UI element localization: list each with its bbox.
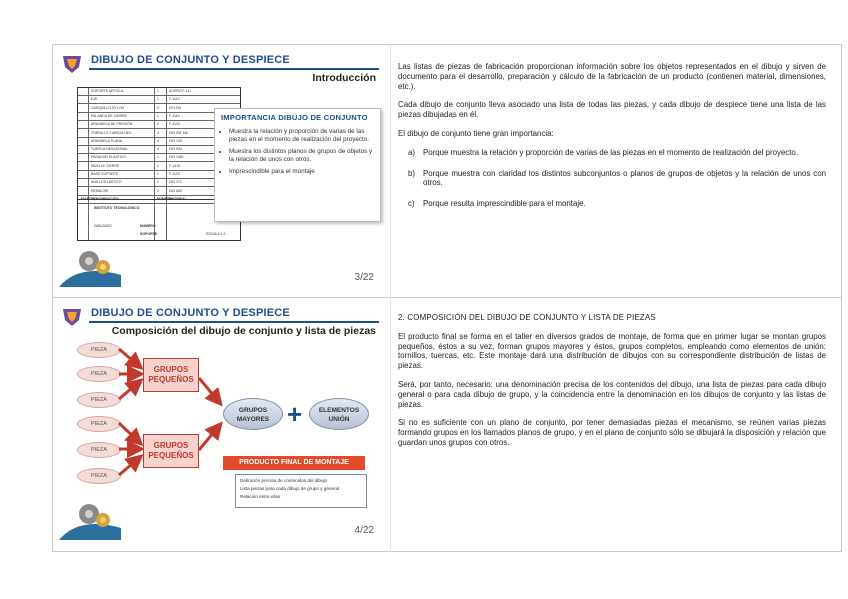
table-cell: MATERIAL bbox=[169, 196, 187, 201]
table-cell: DIN 660 bbox=[169, 188, 182, 193]
table-cell: CASQUILLO NYLON bbox=[91, 105, 125, 110]
pieza-node: PIEZA bbox=[77, 416, 121, 432]
table-cell: PASADOR ELÁSTICO bbox=[91, 155, 127, 160]
paragraph: Las listas de piezas de fabricación proporcionan información sobre los objetos representados en el dibujo y sirven de documento para el desarrollo, preparación y cálculo de la fabricación de un producto (contienen material, dimensiones, etc.). bbox=[398, 62, 826, 91]
table-cell: ARANDELA PLANA bbox=[91, 138, 123, 143]
table-cell: TORNILLO CABEZA HEX. bbox=[91, 130, 133, 135]
table-cell: MUELLE CIERRE bbox=[91, 163, 120, 168]
pieza-node: PIEZA bbox=[77, 468, 121, 484]
table-cell: BASE SOPORTE bbox=[91, 172, 119, 176]
table-cell: F-1120 bbox=[169, 172, 180, 176]
shield-logo-icon bbox=[61, 53, 83, 75]
table-cell: 1 bbox=[157, 163, 159, 168]
table-cell: 4 bbox=[157, 147, 159, 152]
table-cell: 1 bbox=[157, 97, 159, 102]
table-cell: ANILLO ELÁSTICO bbox=[91, 180, 122, 185]
pieza-node: PIEZA bbox=[77, 366, 121, 382]
paragraph: El dibujo de conjunto tiene gran importancia: bbox=[398, 128, 554, 138]
table-cell: DIN 1481 bbox=[169, 155, 184, 160]
title-block-name: SOPORTE bbox=[140, 232, 158, 236]
table-cell: F-1110 bbox=[169, 113, 180, 118]
table-cell: MARCA bbox=[81, 196, 95, 201]
table-cell: 1 bbox=[157, 113, 159, 118]
gears-decoration-icon bbox=[59, 245, 121, 287]
notes-box: Definición precisa de contenidos del dibujo Lista piezas para cada dibujo de grupo y general Relación entre ellos bbox=[235, 474, 367, 508]
slide-subtitle: Introducción bbox=[312, 72, 376, 84]
table-cell: 1 bbox=[157, 155, 159, 160]
list-item: b) Porque muestra con claridad los distintos subconjuntos o planos de grupos de objetos y la relación de unos con otros. bbox=[408, 168, 826, 188]
gears-decoration-icon bbox=[59, 498, 121, 540]
table-cell: 2 bbox=[157, 105, 159, 110]
table-cell: TUERCA HEXAGONAL bbox=[91, 147, 128, 152]
table-row bbox=[78, 96, 240, 104]
table-cell: PALANCA DE CIERRE bbox=[91, 113, 127, 118]
large-groups-oval: GRUPOS MAYORES bbox=[223, 398, 283, 430]
section-heading: 2. COMPOSICIÓN DEL DIBUJO DE CONJUNTO Y LISTA DE PIEZAS bbox=[398, 313, 656, 322]
table-cell: DIN 125 bbox=[169, 138, 182, 143]
paragraph: Si no es suficiente con un plano de conjunto, por tener demasiadas piezas el mecanismo, se reúnen varias piezas formando grupos en los llamados planos de grupo, y en el plano de conjunto sólo se dibujará la disposición y relación que guardan unos grupos con otros. bbox=[398, 418, 826, 447]
table-cell: REMACHE bbox=[91, 188, 109, 193]
callout-bullet: • Muestra la relación y proporción de varias de las piezas en el momento de realización del proyecto. bbox=[229, 128, 376, 144]
slide-subtitle: Composición del dibujo de conjunto y lista de piezas bbox=[111, 325, 376, 337]
callout-bullet: • Imprescindible para el montaje bbox=[229, 168, 376, 176]
title-block-number: NÚMERO bbox=[140, 224, 156, 228]
callout-title: IMPORTANCIA DIBUJO DE CONJUNTO bbox=[221, 113, 368, 122]
table-cell: DENOMINACIÓN bbox=[91, 196, 119, 201]
callout-bullet: • Muestra los distintos planos de grupos de objetos y la relación de unos con otros. bbox=[229, 148, 376, 164]
table-cell: 2 bbox=[157, 188, 159, 193]
table-cell: F-1110 bbox=[169, 97, 180, 102]
table-cell: 1 bbox=[157, 89, 159, 93]
slide-title: DIBUJO DE CONJUNTO Y DESPIECE bbox=[91, 307, 290, 319]
table-cell: 1 bbox=[157, 172, 159, 176]
notes-text-section-1 bbox=[398, 62, 826, 220]
table-cell: 4 bbox=[157, 138, 159, 143]
table-cell: NYLON bbox=[169, 105, 182, 110]
table-cell: SOPORTE ARTICUL. bbox=[91, 89, 125, 93]
importance-callout bbox=[214, 108, 381, 222]
table-cell: DIN 471 bbox=[169, 180, 182, 185]
pieza-node: PIEZA bbox=[77, 392, 121, 408]
paragraph: Cada dibujo de conjunto lleva asociado una lista de todas las piezas, y cada dibujo de despiece tiene una lista de las piezas dibujadas en él. bbox=[398, 100, 826, 120]
table-cell: 2 bbox=[157, 122, 159, 127]
list-item: c) Porque resulta imprescindible para el montaje. bbox=[408, 199, 586, 209]
plus-icon: + bbox=[287, 399, 303, 429]
pieza-node: PIEZA bbox=[77, 442, 121, 458]
slide-4 bbox=[53, 298, 388, 550]
notes-text-section-2 bbox=[398, 313, 826, 457]
table-row bbox=[78, 88, 240, 96]
list-item: a) Porque muestra la relación y proporción de varias de las piezas en el momento de realización del proyecto. bbox=[408, 147, 799, 157]
slide-3 bbox=[53, 45, 388, 297]
title-block-scale: ESCALA 1:2 bbox=[206, 232, 226, 236]
small-groups-box: GRUPOS PEQUEÑOS bbox=[143, 434, 199, 468]
paragraph: Será, por tanto, necesario: una denominación precisa de los contenidos del dibujo, una lista de piezas para cada dibujo general o para cada dibujo de grupo, y la coincidencia entre la denominación en los dibujos de conjunto y las listas de piezas. bbox=[398, 379, 826, 409]
table-cell: NÚMERO bbox=[157, 196, 173, 201]
table-cell: 2 bbox=[157, 180, 159, 185]
table-cell: DIN 934 bbox=[169, 147, 182, 152]
slide-title: DIBUJO DE CONJUNTO Y DESPIECE bbox=[91, 54, 290, 66]
table-cell: DIN 931 M6 bbox=[169, 130, 188, 135]
joining-elements-oval: ELEMENTOS UNIÓN bbox=[309, 398, 369, 430]
paragraph: El producto final se forma en el taller en diversos grados de montaje, de forma que en primer lugar se montan grupos pequeños, éstos a su vez, forman grupos mayores y éstos, grupos completos, empleando como elementos de unión: tornillos, tuercas, etc. Este montaje dará una distribución de dibujos con su correspondiente distribución de listas de piezas. bbox=[398, 331, 826, 371]
pieza-node: PIEZA bbox=[77, 342, 121, 358]
page-number: 3/22 bbox=[354, 272, 374, 283]
title-block-org: INSTITUTO TECNOLÓGICO bbox=[94, 206, 140, 210]
title-underline bbox=[89, 68, 379, 70]
small-groups-box: GRUPOS PEQUEÑOS bbox=[143, 358, 199, 392]
table-cell: F-1130 bbox=[169, 122, 180, 127]
table-cell: F-1410 bbox=[169, 163, 181, 168]
final-product-box: PRODUCTO FINAL DE MONTAJE bbox=[223, 456, 365, 470]
table-cell: 4 bbox=[157, 130, 159, 135]
title-block-drawn: DIBUJADO bbox=[94, 224, 112, 228]
table-cell: ACERO F-111 bbox=[169, 89, 192, 93]
table-cell: ARANDELA DE PRESIÓN bbox=[91, 122, 133, 127]
column-divider bbox=[390, 44, 391, 552]
table-cell: EJE bbox=[91, 97, 98, 102]
page-number: 4/22 bbox=[354, 525, 374, 536]
importance-list bbox=[398, 148, 826, 209]
